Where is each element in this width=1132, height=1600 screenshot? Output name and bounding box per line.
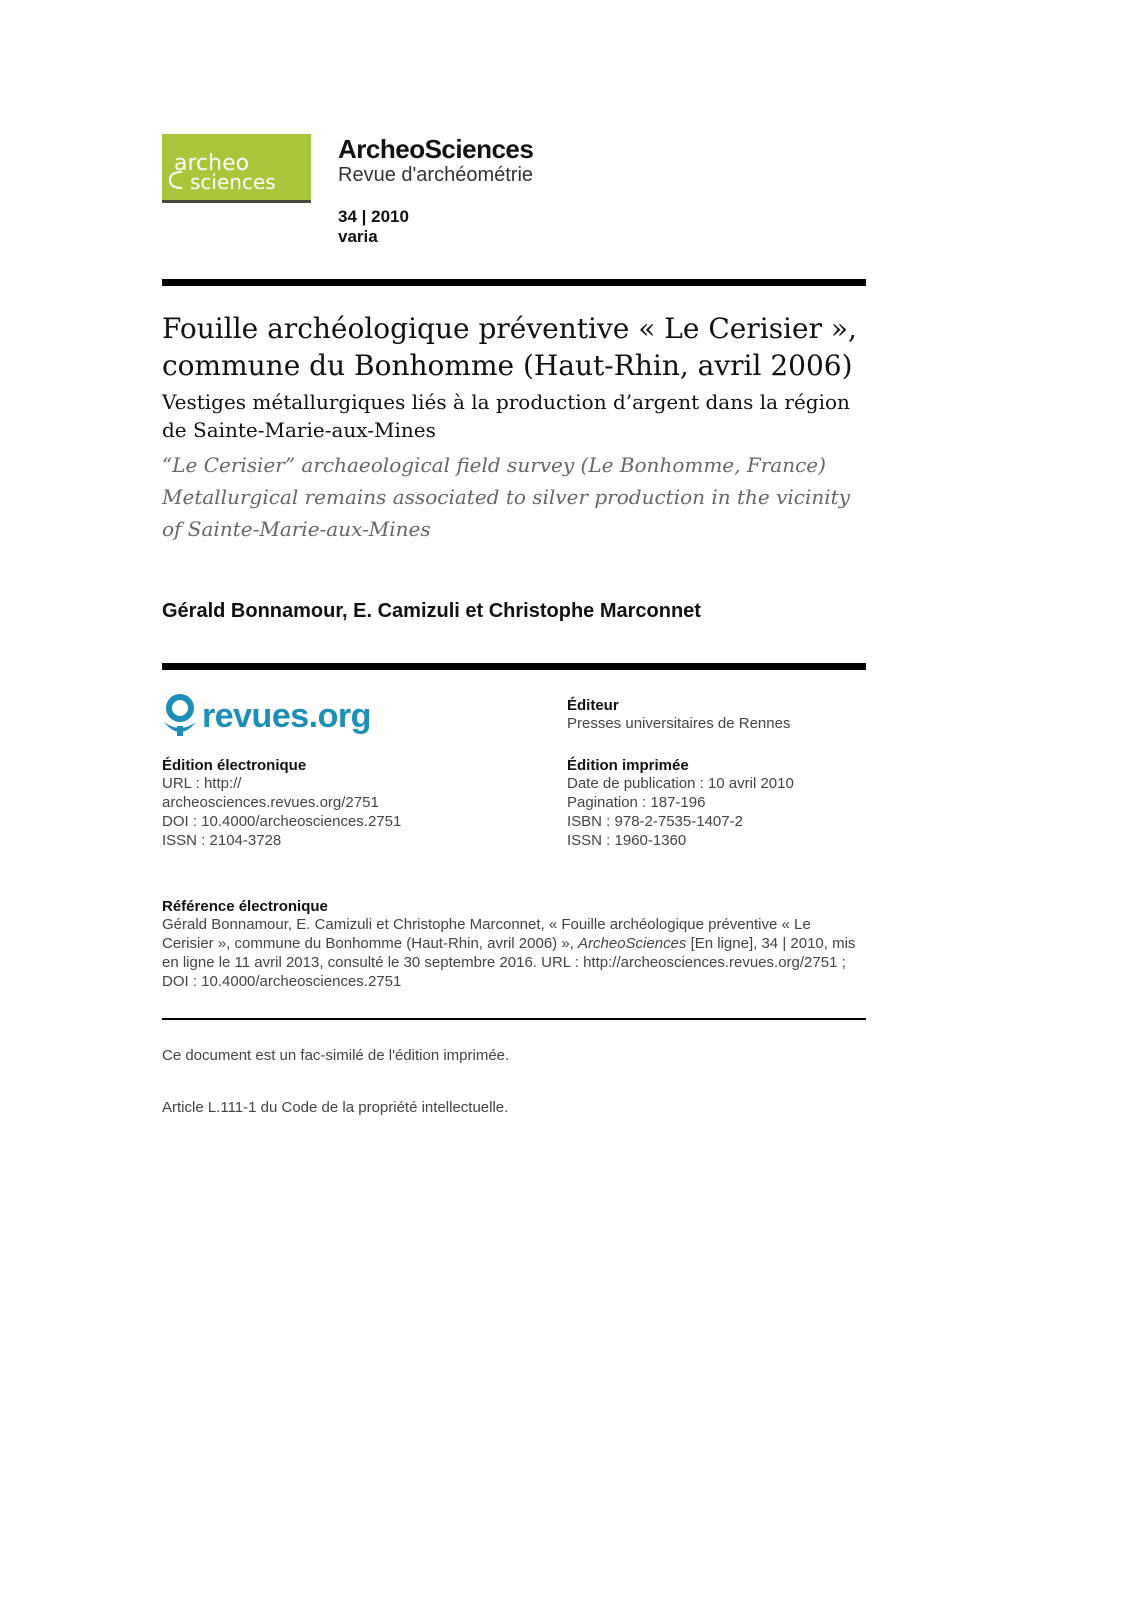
journal-logo xyxy=(162,134,311,203)
legal-note: Article L.111-1 du Code de la propriété intellectuelle. xyxy=(162,1099,509,1116)
issue-number: 34 | 2010 xyxy=(338,207,409,226)
edition-electronique-url-prefix: URL : http:// xyxy=(162,775,242,792)
logo-archeo-text: archeo xyxy=(174,151,250,176)
reference-text xyxy=(162,915,866,991)
issn-print: ISSN : 1960-1360 xyxy=(567,832,687,849)
reference-block xyxy=(162,898,866,991)
issue-info xyxy=(338,207,409,247)
revues-logo[interactable] xyxy=(162,693,371,739)
reference-part2: [En ligne], 34 | 2010, mis en ligne le 11 avril 2013, consulté le 30 septembre 2016. URL : http://archeosciences.revues.org/2751 ; DOI : 10.4000/archeosciences.2751 xyxy=(162,935,856,990)
edition-imprimee-label: Édition imprimée xyxy=(567,757,689,774)
bottom-divider xyxy=(162,1018,866,1020)
reference-part1: Gérald Bonnamour, E. Camizuli et Christophe Marconnet, « Fouille archéologique préventive « Le Cerisier », commune du Bonhomme (Haut-Rhin, avril 2006) », xyxy=(162,916,811,952)
reference-label: Référence électronique xyxy=(162,898,328,915)
journal-name: ArcheoSciences xyxy=(338,134,534,164)
edition-imprimee-block xyxy=(567,757,867,850)
revues-person-icon xyxy=(162,694,198,738)
logo-sciences-text: sciences xyxy=(190,170,276,194)
facsimile-note: Ce document est un fac-similé de l'édition imprimée. xyxy=(162,1047,510,1064)
article-subtitle: Vestiges métallurgiques liés à la production d’argent dans la région de Sainte-Marie-aux-Mines xyxy=(162,390,850,442)
edition-electronique-block xyxy=(162,757,542,850)
edition-electronique-label: Édition électronique xyxy=(162,757,307,774)
publication-date: Date de publication : 10 avril 2010 xyxy=(567,775,794,792)
issue-section: varia xyxy=(338,227,378,246)
middle-divider xyxy=(162,663,866,670)
pagination: Pagination : 187-196 xyxy=(567,794,706,811)
editeur-value: Presses universitaires de Rennes xyxy=(567,715,791,732)
journal-subtitle: Revue d'archéométrie xyxy=(338,164,534,186)
reference-journal: ArcheoSciences xyxy=(578,935,687,952)
editeur-label: Éditeur xyxy=(567,697,619,714)
edition-electronique-doi: DOI : 10.4000/archeosciences.2751 xyxy=(162,813,402,830)
top-divider xyxy=(162,279,866,286)
edition-electronique-issn: ISSN : 2104-3728 xyxy=(162,832,282,849)
archeosciences-logo-graphic xyxy=(162,134,311,200)
editeur-block xyxy=(567,697,867,733)
article-title: Fouille archéologique préventive « Le Cerisier », commune du Bonhomme (Haut-Rhin, avril 2006) xyxy=(162,312,857,382)
article-english-title: “Le Cerisier” archaeological field survey (Le Bonhomme, France) Metallurgical remains associated to silver production in the vicinity of Sainte-Marie-aux-Mines xyxy=(162,453,851,541)
isbn: ISBN : 978-2-7535-1407-2 xyxy=(567,813,743,830)
revues-logo-text: revues.org xyxy=(202,696,371,735)
article-authors: Gérald Bonnamour, E. Camizuli et Christophe Marconnet xyxy=(162,600,701,622)
edition-electronique-url[interactable]: archeosciences.revues.org/2751 xyxy=(162,794,379,811)
